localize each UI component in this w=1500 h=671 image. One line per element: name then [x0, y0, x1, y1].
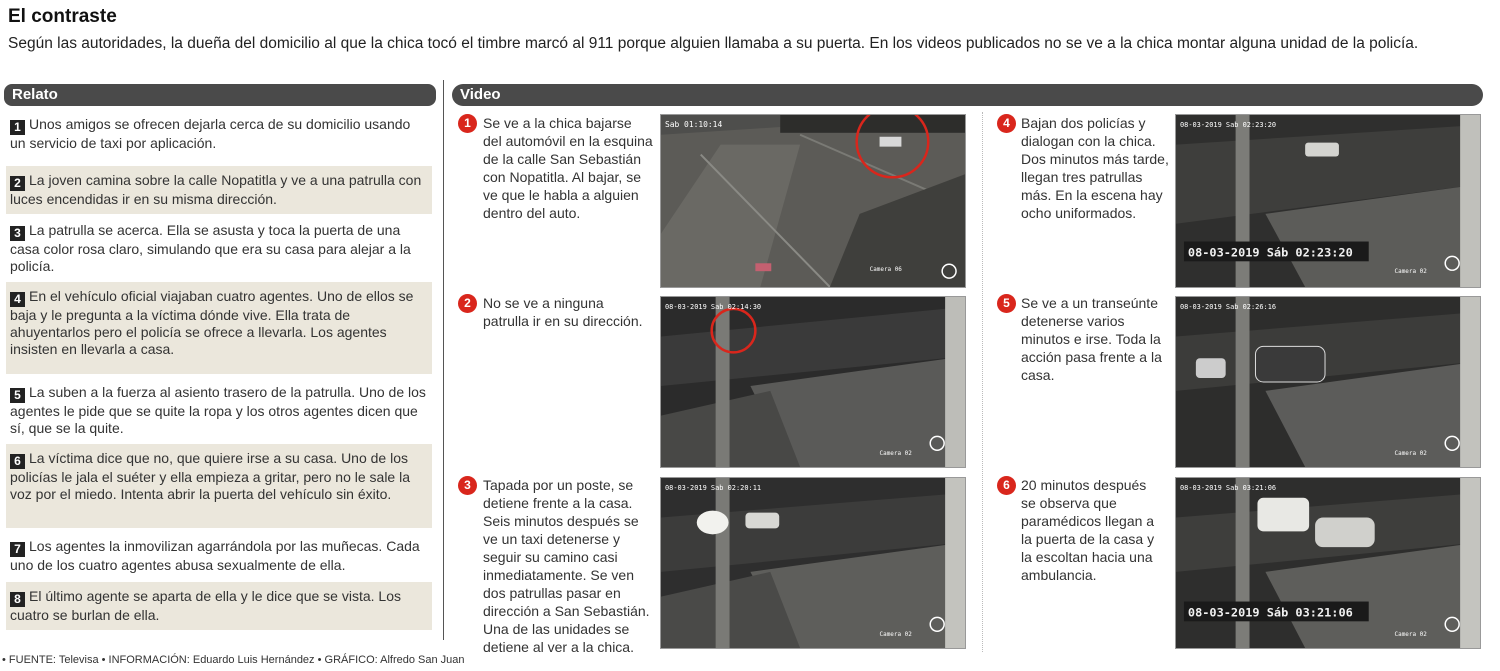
step-number: 2 — [10, 176, 25, 191]
timestamp-overlay: 08-03-2019 Sáb 02:23:20 — [1187, 245, 1353, 260]
video-caption: Se ve a la chica bajarse del automóvil en la esquina de la calle San Sebastián con Nopatitla. Al bajar, se ve que le habla a alguien dentro del auto. — [483, 115, 653, 221]
video-still — [1175, 477, 1481, 649]
timestamp-overlay: 08-03-2019 Sab 02:26:16 — [1179, 302, 1277, 311]
step-text: Los agentes la inmovilizan agarrándola por las muñecas. Cada uno de los cuatro agentes abusa sexualmente de ella. — [10, 538, 420, 573]
step-number: 4 — [10, 292, 25, 307]
timestamp-corner: 08-03-2019 Sab 02:23:20 — [1179, 120, 1277, 129]
relato-step — [6, 582, 432, 630]
video-number-badge: 3 — [458, 476, 477, 495]
source-credit: • FUENTE: Televisa • INFORMACIÓN: Eduardo Luis Hernández • GRÁFICO: Alfredo San Juan — [2, 654, 465, 666]
step-number: 7 — [10, 542, 25, 557]
video-still — [660, 114, 966, 288]
camera-label: Camera 06 — [869, 266, 902, 274]
relato-step — [6, 216, 432, 278]
intro-paragraph: Según las autoridades, la dueña del domicilio al que la chica tocó el timbre marcó al 911 porque alguien llamaba a su puerta. En los videos publicados no se ve a la chica montar alguna unidad de la policía. — [8, 35, 1419, 52]
timestamp-overlay: 08-03-2019 Sáb 03:21:06 — [1187, 605, 1353, 620]
relato-step — [6, 378, 432, 440]
timestamp-overlay: Sab 01:10:14 — [664, 119, 723, 129]
camera-label: Camera 02 — [1394, 631, 1427, 639]
video-number-badge: 1 — [458, 114, 477, 133]
video-caption: Se ve a un transeúnte detenerse varios minutos e irse. Toda la acción pasa frente a la casa. — [1021, 295, 1162, 383]
video-number-badge: 2 — [458, 294, 477, 313]
video-caption: No se ve a ninguna patrulla ir en su dirección. — [483, 295, 643, 329]
relato-step — [6, 532, 432, 578]
relato-step — [6, 166, 432, 214]
step-text: La joven camina sobre la calle Nopatitla y ve a una patrulla con luces encendidas ir en su misma dirección. — [10, 172, 422, 207]
camera-label: Camera 02 — [879, 450, 912, 458]
column-divider — [443, 80, 444, 640]
video-still — [660, 296, 966, 468]
step-number: 8 — [10, 592, 25, 607]
relato-header: Relato — [4, 84, 436, 106]
timestamp-overlay: 08-03-2019 Sab 02:20:11 — [664, 483, 762, 492]
video-column-divider — [982, 112, 983, 652]
video-number-badge: 4 — [997, 114, 1016, 133]
relato-step — [6, 444, 432, 528]
step-text: La víctima dice que no, que quiere irse a su casa. Uno de los policías le jala el suéter y ella empieza a gritar, pero no le sale la voz por el miedo. Intenta abrir la puerta del vehículo sin éxito. — [10, 450, 410, 502]
video-header: Video — [452, 84, 1483, 106]
timestamp-corner: 08-03-2019 Sab 03:21:06 — [1179, 483, 1277, 492]
camera-label: Camera 02 — [879, 631, 912, 639]
step-number: 5 — [10, 388, 25, 403]
video-number-badge: 6 — [997, 476, 1016, 495]
step-text: La patrulla se acerca. Ella se asusta y toca la puerta de una casa color rosa claro, simulando que era su casa para alejar a la policía. — [10, 222, 411, 274]
step-number: 1 — [10, 120, 25, 135]
step-text: En el vehículo oficial viajaban cuatro agentes. Uno de ellos se baja y le pregunta a la víctima dónde vive. Ella trata de ahuyentarlos pero el policía se ofrece a llevarla. Los agentes insisten en llevarla a casa. — [10, 288, 414, 357]
camera-label: Camera 02 — [1394, 268, 1427, 276]
video-number-badge: 5 — [997, 294, 1016, 313]
video-still — [660, 477, 966, 649]
page-title: El contraste — [8, 6, 117, 27]
relato-step — [6, 110, 432, 160]
video-caption: Bajan dos policías y dialogan con la chica. Dos minutos más tarde, llegan tres patrullas más. En la escena hay ocho uniformados. — [1021, 115, 1169, 221]
video-caption: 20 minutos después se observa que paramédicos llegan a la puerta de la casa y la escoltan hacia una ambulancia. — [1021, 477, 1155, 583]
video-still — [1175, 296, 1481, 468]
video-caption: Tapada por un poste, se detiene frente a la casa. Seis minutos después se ve un taxi detenerse y seguir su camino casi inmediatamente. Se ven dos patrullas pasar en dirección a San Sebastián. Una de las unidades se detiene al ver a la chica. — [483, 477, 650, 655]
step-text: El último agente se aparta de ella y le dice que se vista. Los cuatro se burlan de ella. — [10, 588, 401, 623]
video-still — [1175, 114, 1481, 288]
camera-label: Camera 02 — [1394, 450, 1427, 458]
relato-step — [6, 282, 432, 374]
step-number: 3 — [10, 226, 25, 241]
step-text: Unos amigos se ofrecen dejarla cerca de su domicilio usando un servicio de taxi por aplicación. — [10, 116, 411, 151]
timestamp-overlay: 08-03-2019 Sab 02:14:30 — [664, 302, 762, 311]
step-text: La suben a la fuerza al asiento trasero de la patrulla. Uno de los agentes le pide que se quite la ropa y los otros agentes dicen que sí, que se la quite. — [10, 384, 426, 436]
step-number: 6 — [10, 454, 25, 469]
